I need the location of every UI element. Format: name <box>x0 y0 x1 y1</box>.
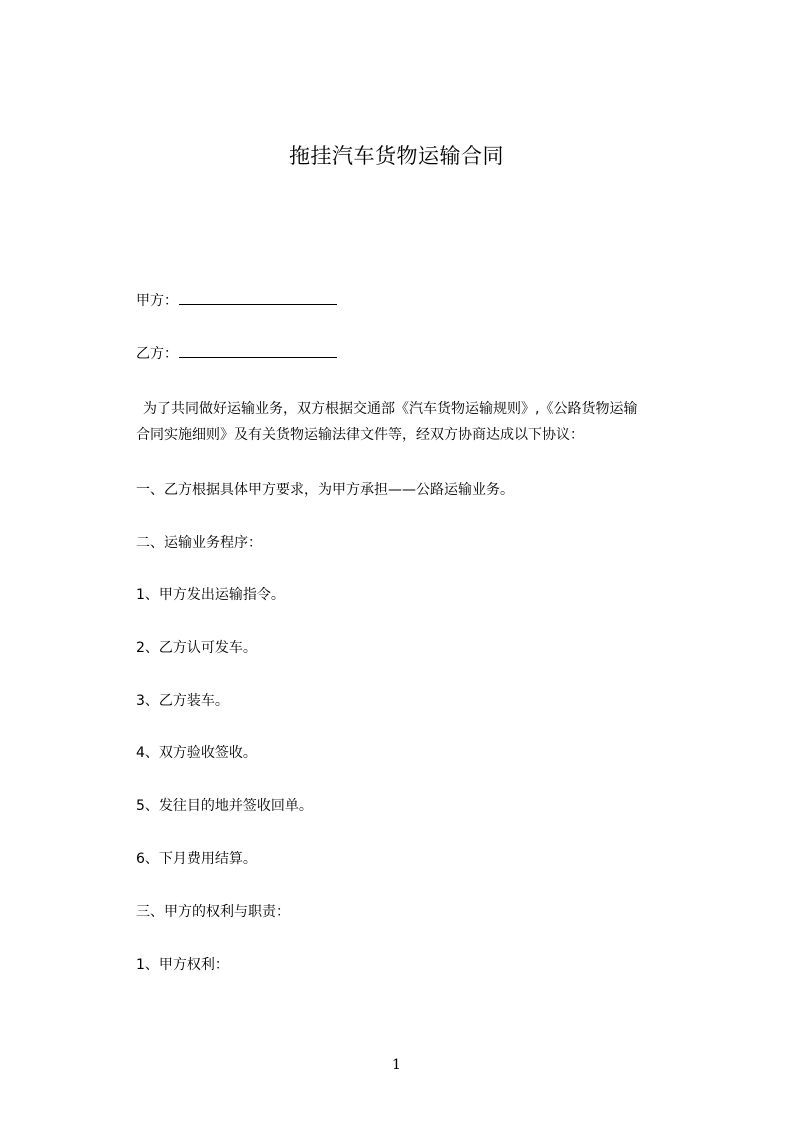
intro-line-1: 为了共同做好运输业务，双方根据交通部《汽车货物运输规则》,《公路货物运输 <box>143 401 638 417</box>
step-3: 3、乙方装车。 <box>136 693 229 709</box>
party-a-label: 甲方： <box>136 293 178 309</box>
party-b-label: 乙方： <box>136 346 178 362</box>
clause-3-heading: 三、甲方的权利与职责： <box>136 904 290 920</box>
party-a-blank <box>179 290 337 305</box>
step-6: 6、下月费用结算。 <box>136 851 257 867</box>
document-title: 拖挂汽车货物运输合同 <box>289 144 504 168</box>
step-2: 2、乙方认可发车。 <box>136 640 257 656</box>
page-number: 1 <box>392 1057 401 1073</box>
party-a-line <box>136 290 337 312</box>
clause-2-heading: 二、运输业务程序： <box>136 535 262 551</box>
party-b-blank <box>179 343 337 358</box>
intro-paragraph <box>136 396 702 448</box>
intro-line-2: 合同实施细则》及有关货物运输法律文件等，经双方协商达成以下协议： <box>136 427 584 443</box>
party-b-line <box>136 343 337 365</box>
clause-3-item-1: 1、甲方权利： <box>136 957 229 973</box>
step-4: 4、双方验收签收。 <box>136 745 257 761</box>
clause-1: 一、乙方根据具体甲方要求，为甲方承担——公路运输业务。 <box>136 482 514 498</box>
step-1: 1、甲方发出运输指令。 <box>136 587 285 603</box>
step-5: 5、发往目的地并签收回单。 <box>136 798 313 814</box>
